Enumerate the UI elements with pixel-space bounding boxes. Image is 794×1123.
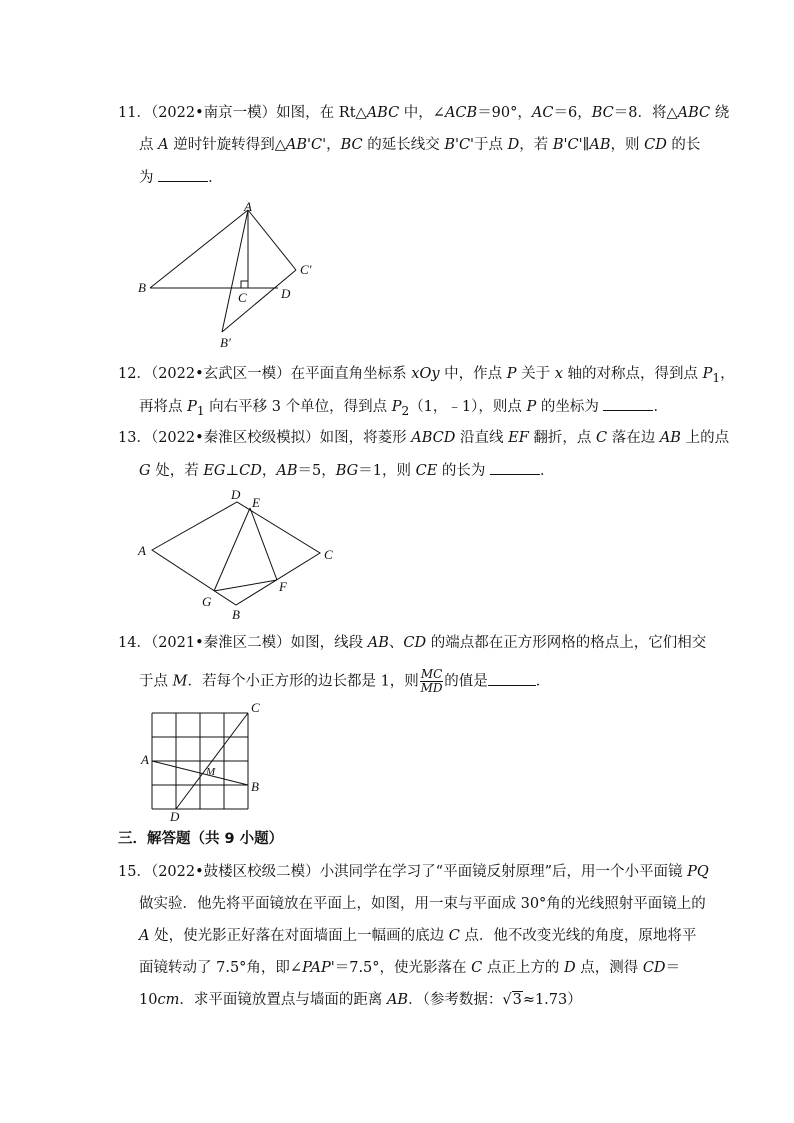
q14-line-1: 14．（2021•秦淮区二模）如图，线段 AB、CD 的端点都在正方形网格的格点上，它们相交 <box>118 635 707 651</box>
q13-line-2: G 处，若 EG⊥CD，AB＝5，BG＝1，则 CE 的长为 ． <box>139 460 555 481</box>
q13-label-E: E <box>252 495 260 510</box>
q14-label-B: B <box>251 779 259 794</box>
question-number: 15． <box>118 864 151 880</box>
q14-label-C: C <box>251 700 260 715</box>
q13-label-B: B <box>232 607 240 622</box>
q13-label-C: C <box>324 547 333 562</box>
q11-line-1: 11．（2022•南京一模）如图，在 Rt△ABC 中，∠ACB＝90°，AC＝6，BC＝8．将△ABC 绕 <box>118 105 730 121</box>
question-number: 12． <box>118 366 151 382</box>
question-number: 11． <box>118 105 151 121</box>
q12-line-1: 12．（2022•玄武区一模）在平面直角坐标系 xOy 中，作点 P 关于 x 轴的对称点，得到点 $P_1$， <box>118 366 735 385</box>
q11-label-A: A <box>244 199 252 214</box>
q12-line-2: 再将点 $P_1$ 向右平移 3 个单位，得到点 $P_2(1$，﹣1），则点 P 的坐标为 ． <box>139 396 668 421</box>
section-heading: 三．解答题（共 9 小题） <box>118 831 284 847</box>
q15-line-5: 10cm．求平面镜放置点与墙面的距离 AB．（参考数据：√3≈1.73） <box>139 992 582 1008</box>
q14-label-M: M <box>206 766 216 778</box>
question-number: 14． <box>118 635 151 651</box>
q13-label-A: A <box>138 543 146 558</box>
q14-label-A: A <box>141 752 149 767</box>
q15-line-1: 15．（2022•鼓楼区校级二模）小淇同学在学习了“平面镜反射原理”后，用一个小平面镜 PQ <box>118 864 709 880</box>
q13-line-1: 13．（2022•秦淮区校级模拟）如图，将菱形 ABCD 沿直线 EF 翻折，点 C 落在边 AB 上的点 <box>118 430 730 446</box>
question-source: （2022•鼓楼区校级二模） <box>150 864 320 880</box>
question-source: （2021•秦淮区二模） <box>150 635 291 651</box>
q11-label-B: B <box>138 280 146 295</box>
q11-label-C: C <box>238 290 247 305</box>
q11-label-C1: C′ <box>300 262 312 277</box>
q13-label-D: D <box>231 487 241 502</box>
q11-label-B1: B′ <box>220 335 231 350</box>
q13-label-F: F <box>279 579 287 594</box>
fraction-mc-md: $\frac{MC}{MD}$ <box>420 667 443 695</box>
question-source: （2022•南京一模） <box>150 105 277 121</box>
q11-line-2: 点 A 逆时针旋转得到△AB'C'，BC 的延长线交 B'C'于点 D，若 B'C'∥AB，则 CD 的长 <box>139 137 701 153</box>
q14-label-D: D <box>170 809 180 824</box>
q15-line-4: 面镜转动了 7.5°角，即∠PAP'＝7.5°，使光影落在 C 点正上方的 D 点，测得 CD＝ <box>139 960 681 976</box>
q13-label-G: G <box>202 594 212 609</box>
q11-line-3: 为 ． <box>139 167 223 188</box>
question-source: （2022•秦淮区校级模拟） <box>150 430 320 446</box>
question-number: 13． <box>118 430 151 446</box>
sqrt-3: √3 <box>502 992 522 1008</box>
q15-line-3: A 处，使光影正好落在对面墙面上一幅画的底边 C 点．他不改变光线的角度，原地将平 <box>139 928 697 944</box>
q14-line-2: 于点 M．若每个小正方形的边长都是 1，则 $\frac{MC}{MD}$ 的值是 ． <box>139 667 551 695</box>
q15-line-2: 做实验．他先将平面镜放在平面上，如图，用一束与平面成 30°角的光线照射平面镜上的 <box>139 896 706 912</box>
q11-label-D: D <box>281 286 291 301</box>
q14-grid <box>152 713 248 809</box>
question-source: （2022•玄武区一模） <box>150 366 291 382</box>
